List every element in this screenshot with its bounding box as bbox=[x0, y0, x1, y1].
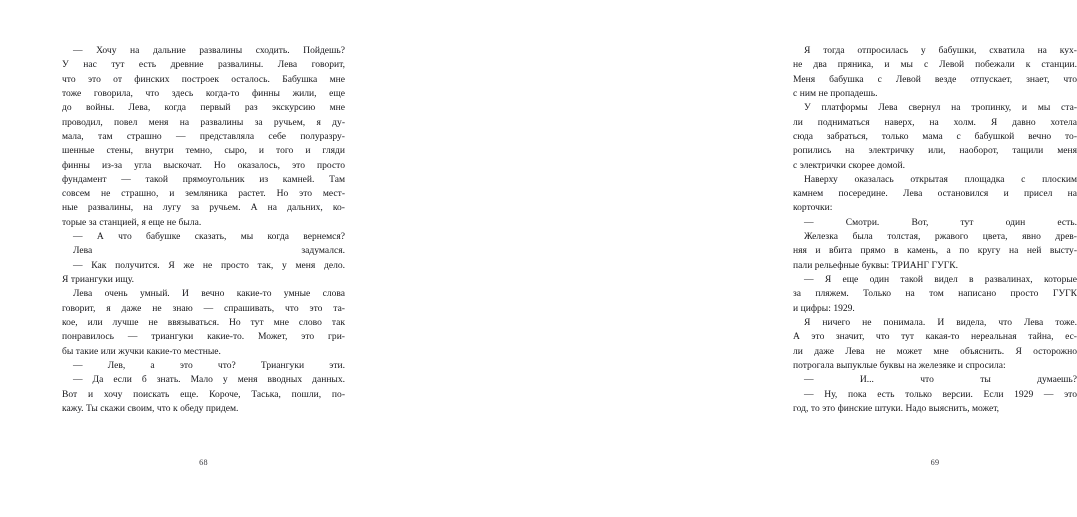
text-line: что это от финских построек осталось. Бабушка мне bbox=[62, 73, 345, 85]
page-right bbox=[375, 0, 1077, 517]
text-line: шенные стены, внутри темно, сыро, и того и гляди bbox=[62, 145, 345, 157]
text-line: — Я еще один такой видел в развалинах, которые bbox=[804, 274, 1077, 285]
text-line: — А что бабушке сказать, мы когда вернемся? bbox=[73, 231, 345, 243]
text-line: понравилось — триангуки какие-то. Может, это гри- bbox=[62, 331, 345, 343]
text-line: бы такие или жучки какие-то местные. bbox=[62, 345, 221, 357]
text-line: А это значит, что тут какая-то нереальная тайна, ес- bbox=[793, 331, 1077, 343]
text-line: Лева задумался. bbox=[73, 245, 345, 257]
text-line: корточки: bbox=[793, 202, 833, 214]
text-line: Я ничего не понимала. И видела, что Лева тоже. bbox=[804, 316, 1077, 328]
text-line: торые за станцией, я еще не была. bbox=[62, 216, 202, 228]
text-line: У платформы Лева свернул на тропинку, и мы ста- bbox=[804, 102, 1077, 114]
text-line: до войны. Лева, когда первый раз экскурсию мне bbox=[62, 102, 345, 114]
text-line: — Да если б знать. Мало у меня вводных данных. bbox=[73, 374, 345, 386]
text-line: камнем посередине. Лева остановился и присел на bbox=[793, 188, 1077, 200]
text-line: Железка была толстая, ржавого цвета, явно древ- bbox=[804, 231, 1077, 243]
text-line: Вот и хочу поискать еще. Короче, Таська, пошли, по- bbox=[62, 388, 345, 400]
text-line: и цифры: 1929. bbox=[793, 302, 855, 314]
text-line: кажу. Ты скажи своим, что к обеду придем. bbox=[62, 402, 239, 414]
page-number-left: 68 bbox=[199, 458, 208, 467]
text-line: няя и вбита прямо в камень, а по кругу на ней высту- bbox=[793, 245, 1077, 257]
text-line: год, то это финские штуки. Надо выяснить, может, bbox=[793, 402, 1000, 414]
text-line: говорит, я даже не знаю — спрашивать, что это та- bbox=[62, 302, 345, 314]
text-line: финны из-за угла выскочат. Но оказалось, это просто bbox=[62, 159, 345, 171]
text-line: — Хочу на дальние развалины сходить. Пойдешь? bbox=[73, 45, 345, 56]
text-line: ные развалины, на лугу за ручьем. А на дальних, ко- bbox=[62, 202, 345, 214]
text-line: совсем не страшно, и земляника растет. Но это мест- bbox=[62, 188, 345, 200]
text-line: ропились на электричку или, наоборот, тащили меня bbox=[793, 145, 1077, 157]
page-left bbox=[0, 0, 375, 517]
text-line: — Как получится. Я же не просто так, у меня дело. bbox=[73, 259, 345, 271]
text-line: фундамент — такой прямоугольник из камней. Там bbox=[62, 173, 345, 185]
text-line: — Ну, пока есть только версии. Если 1929 — это bbox=[804, 388, 1077, 400]
text-line: пали рельефные буквы: ТРИАНГ ГУГК. bbox=[793, 259, 959, 271]
text-line: ли даже Лева не может мне объяснить. Я осторожно bbox=[793, 345, 1077, 357]
text-line: мала, там страшно — представляла себе полуразру- bbox=[62, 130, 345, 142]
text-line: с ним не пропадешь. bbox=[793, 87, 878, 99]
page-number-right: 69 bbox=[930, 458, 940, 467]
text-line: Меня бабушка с Левой везде отпускает, знает, что bbox=[793, 73, 1077, 85]
text-line: Я тогда отпросилась у бабушки, схватила на кух- bbox=[804, 45, 1077, 56]
text-line: Я триангуки ищу. bbox=[62, 274, 134, 285]
text-line: не два пряника, и мы с Левой побежали к станции. bbox=[793, 59, 1077, 71]
text-line: У нас тут есть древние развалины. Лева говорит, bbox=[62, 59, 345, 71]
page-left-text-block bbox=[62, 44, 345, 416]
text-line: ли подниматься наверх, на холм. Я давно хотела bbox=[793, 116, 1077, 128]
text-line: Наверху оказалась открытая площадка с плоским bbox=[804, 173, 1077, 185]
text-line: за пляжем. Только на том написано просто ГУГК bbox=[793, 288, 1077, 300]
page-right-text-block bbox=[793, 44, 1077, 416]
text-line: с электрички скорее домой. bbox=[793, 159, 906, 171]
text-line: Лева очень умный. И вечно какие-то умные слова bbox=[73, 288, 345, 300]
text-line: — И... что ты думаешь? bbox=[804, 374, 1077, 386]
text-line: — Смотри. Вот, тут один есть. bbox=[804, 216, 1077, 228]
text-line: тоже говорила, что здесь когда-то финны жили, еще bbox=[62, 87, 345, 99]
text-line: кое, или лучше не ввязываться. Но тут мне слово так bbox=[62, 316, 345, 328]
text-line: проводил, повел меня на развалины за ручьем, я ду- bbox=[62, 116, 345, 128]
text-line: — Лев, а это что? Триангуки эти. bbox=[73, 359, 345, 371]
text-line: сюда забраться, только мама с бабушкой вечно то- bbox=[793, 130, 1077, 142]
text-line: потрогала выпуклые буквы на железяке и спросила: bbox=[793, 359, 1006, 371]
